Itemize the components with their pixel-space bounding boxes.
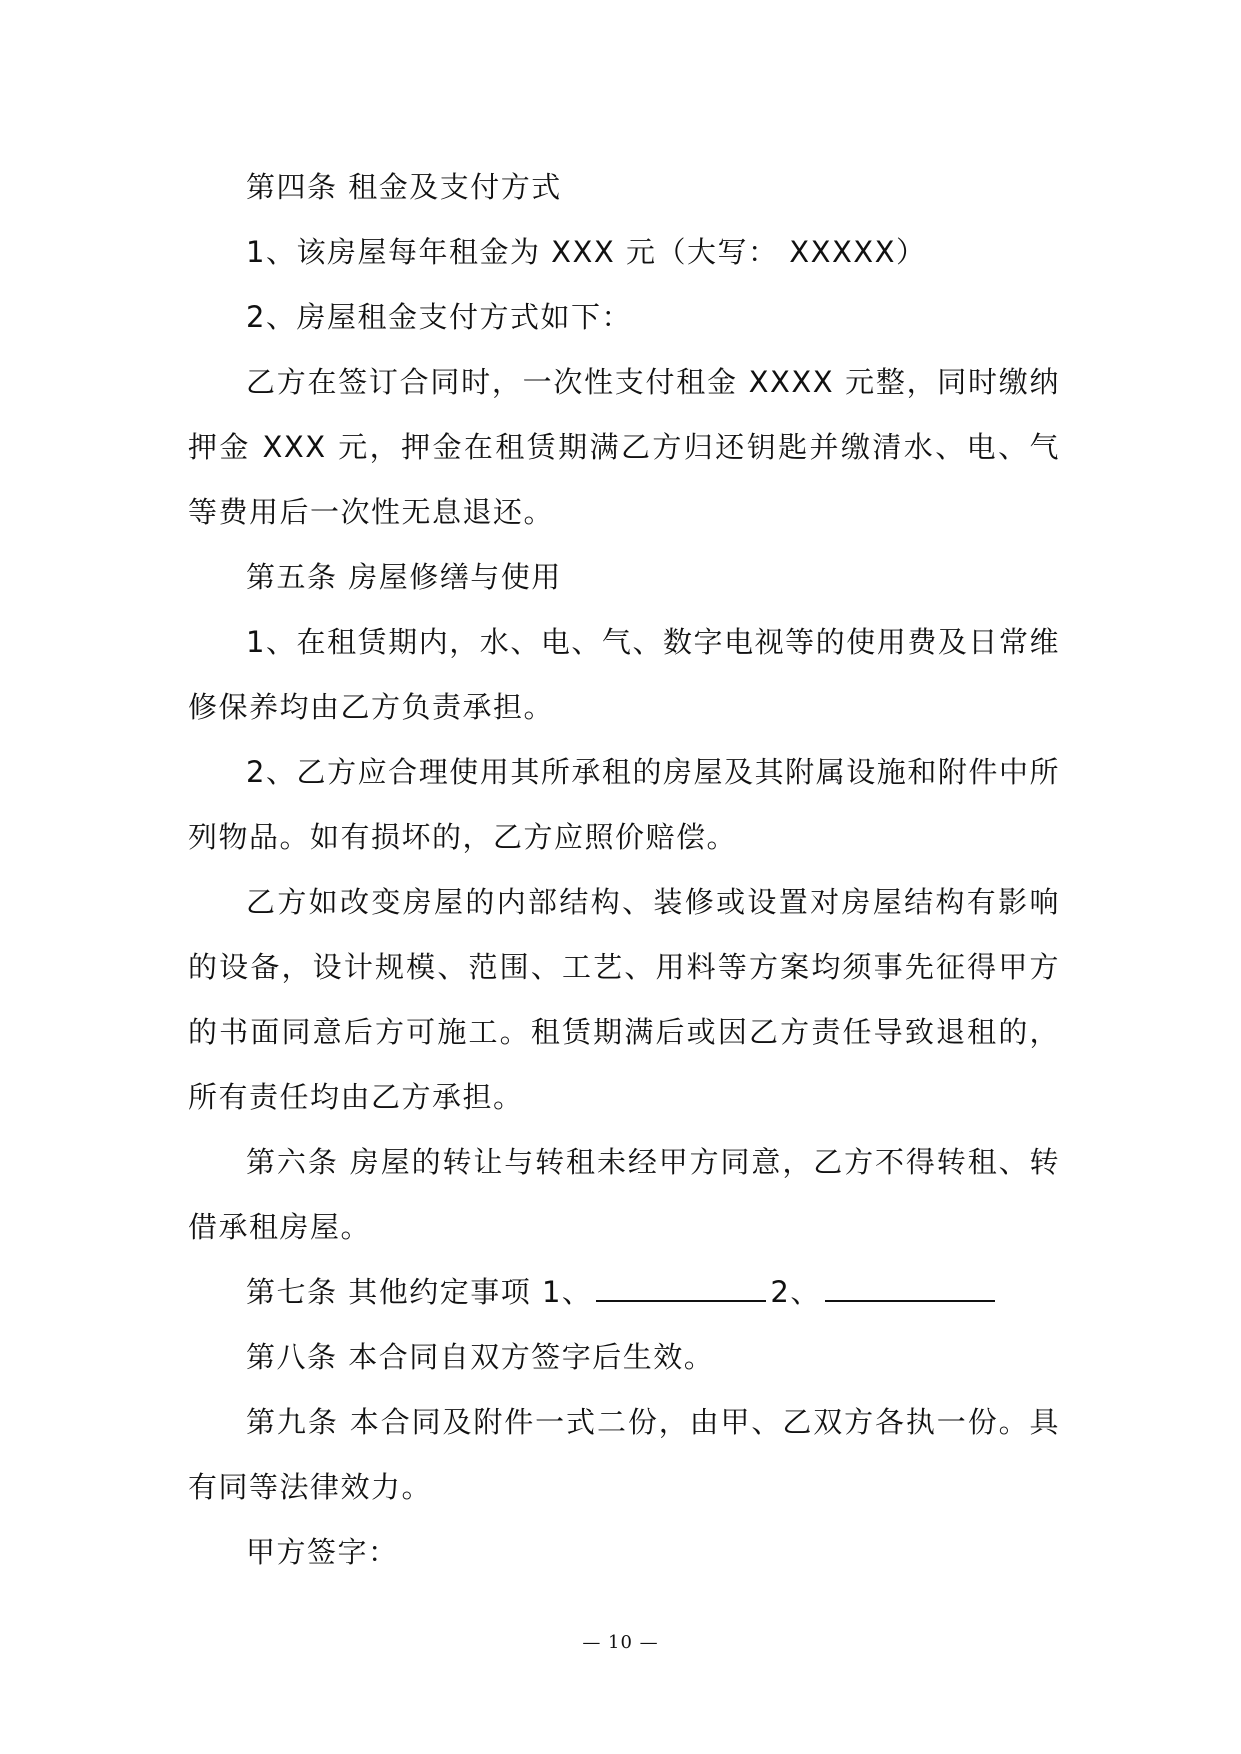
clause-7-item-1-blank [596, 1270, 766, 1302]
clause-4-item-1: 1、该房屋每年租金为 XXX 元（大写： XXXXX） [246, 235, 927, 269]
clause-5-item-2: 2、乙方应合理使用其所承租的房屋及其附属设施和附件中所列物品。如有损坏的，乙方应照价赔偿。 [188, 755, 1060, 854]
page-number: — 10 — [582, 1632, 659, 1653]
clause-4-payment-detail: 乙方在签订合同时，一次性支付租金 XXXX 元整，同时缴纳押金 XXX 元，押金在租赁期满乙方归还钥匙并缴清水、电、气等费用后一次性无息退还。 [188, 365, 1060, 529]
clause-5-heading: 第五条 房屋修缮与使用 [246, 560, 562, 594]
document-body [188, 155, 1060, 1585]
clause-7-item-1-label: 1、 [541, 1275, 593, 1309]
clause-9: 第九条 本合同及附件一式二份，由甲、乙双方各执一份。具有同等法律效力。 [188, 1405, 1060, 1504]
clause-5-alteration-detail: 乙方如改变房屋的内部结构、装修或设置对房屋结构有影响的设备，设计规模、范围、工艺、用料等方案均须事先征得甲方的书面同意后方可施工。租赁期满后或因乙方责任导致退租的，所有责任均由乙方承担。 [188, 885, 1060, 1114]
clause-7-item-2-blank [825, 1270, 995, 1302]
party-a-signature-label: 甲方签字： [246, 1535, 399, 1569]
clause-6: 第六条 房屋的转让与转租未经甲方同意，乙方不得转租、转借承租房屋。 [188, 1145, 1060, 1244]
clause-4-item-2: 2、房屋租金支付方式如下： [246, 300, 632, 334]
clause-8: 第八条 本合同自双方签字后生效。 [246, 1340, 715, 1374]
clause-4-heading: 第四条 租金及支付方式 [246, 170, 562, 204]
clause-7-label: 第七条 其他约定事项 [246, 1275, 542, 1309]
clause-5-item-1: 1、在租赁期内，水、电、气、数字电视等的使用费及日常维修保养均由乙方负责承担。 [188, 625, 1060, 724]
clause-7-item-2-label: 2、 [770, 1275, 821, 1309]
clause-7 [188, 1260, 1060, 1325]
